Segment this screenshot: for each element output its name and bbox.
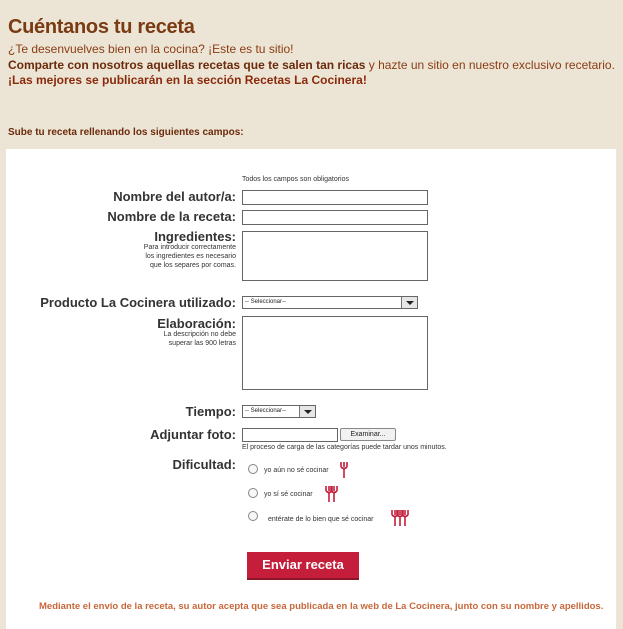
elaboration-help-line: superar las 900 letras [168, 340, 236, 347]
photo-label: Adjuntar foto: [150, 427, 236, 442]
difficulty-option-3: entérate de lo bien que sé cocinar [268, 516, 374, 523]
ingredients-textarea[interactable] [242, 231, 428, 281]
difficulty-option-2: yo sí sé cocinar [264, 491, 313, 498]
intro-line-2-bold: Comparte con nosotros aquellas recetas que te salen tan ricas [8, 58, 366, 72]
ingredients-help [96, 243, 236, 270]
chevron-down-icon[interactable] [299, 406, 315, 417]
elaboration-help-line: La descripción no debe [163, 331, 236, 338]
elaboration-textarea[interactable] [242, 316, 428, 390]
consent-footer: Mediante el envío de la receta, su autor acepta que sea publicada en la web de La Cocinera, junto con su nombre y apellidos. [39, 601, 604, 612]
intro-line-1: ¿Te desenvuelves bien en la cocina? ¡Este es tu sitio! [8, 42, 294, 56]
intro-line-2 [8, 58, 615, 72]
fork-icon [330, 486, 338, 502]
ingredients-help-line: que los separes por comas. [150, 262, 236, 269]
product-select[interactable] [242, 296, 418, 309]
difficulty-radio-1[interactable] [248, 464, 258, 474]
author-label: Nombre del autor/a: [113, 189, 236, 204]
ingredients-label: Ingredientes: [154, 229, 236, 244]
fork-icon [340, 462, 348, 478]
ingredients-help-line: los ingredientes es necesario [145, 253, 236, 260]
intro-line-2-rest: y hazte un sitio en nuestro exclusivo recetario. [365, 58, 615, 72]
elaboration-help [96, 330, 236, 348]
browse-button[interactable]: Examinar... [340, 428, 396, 441]
photo-file-input[interactable] [242, 428, 338, 442]
time-label: Tiempo: [185, 404, 236, 419]
intro-line-3: ¡Las mejores se publicarán en la sección Recetas La Cocinera! [8, 73, 367, 87]
submit-recipe-button[interactable]: Enviar receta [247, 552, 359, 580]
recipe-name-input[interactable] [242, 210, 428, 225]
difficulty-radio-2[interactable] [248, 488, 258, 498]
elaboration-label: Elaboración: [157, 316, 236, 331]
page-title: Cuéntanos tu receta [8, 16, 195, 38]
difficulty-option-1: yo aún no sé cocinar [264, 467, 329, 474]
product-selected-value: -- Seleccionar-- [245, 299, 287, 305]
time-selected-value: -- Seleccionar-- [245, 408, 287, 414]
author-input[interactable] [242, 190, 428, 205]
photo-note: El proceso de carga de las categorías puede tardar unos minutos. [242, 444, 447, 451]
recipe-name-label: Nombre de la receta: [107, 209, 236, 224]
section-title: Sube tu receta rellenando los siguientes campos: [8, 127, 244, 138]
time-select[interactable] [242, 405, 316, 418]
difficulty-radio-3[interactable] [248, 511, 258, 521]
chevron-down-icon[interactable] [401, 297, 417, 308]
ingredients-help-line: Para introducir correctamente [143, 244, 236, 251]
product-label: Producto La Cocinera utilizado: [40, 295, 236, 310]
required-note: Todos los campos son obligatorios [242, 176, 350, 183]
difficulty-label: Dificultad: [172, 457, 236, 472]
fork-icon [401, 510, 409, 526]
